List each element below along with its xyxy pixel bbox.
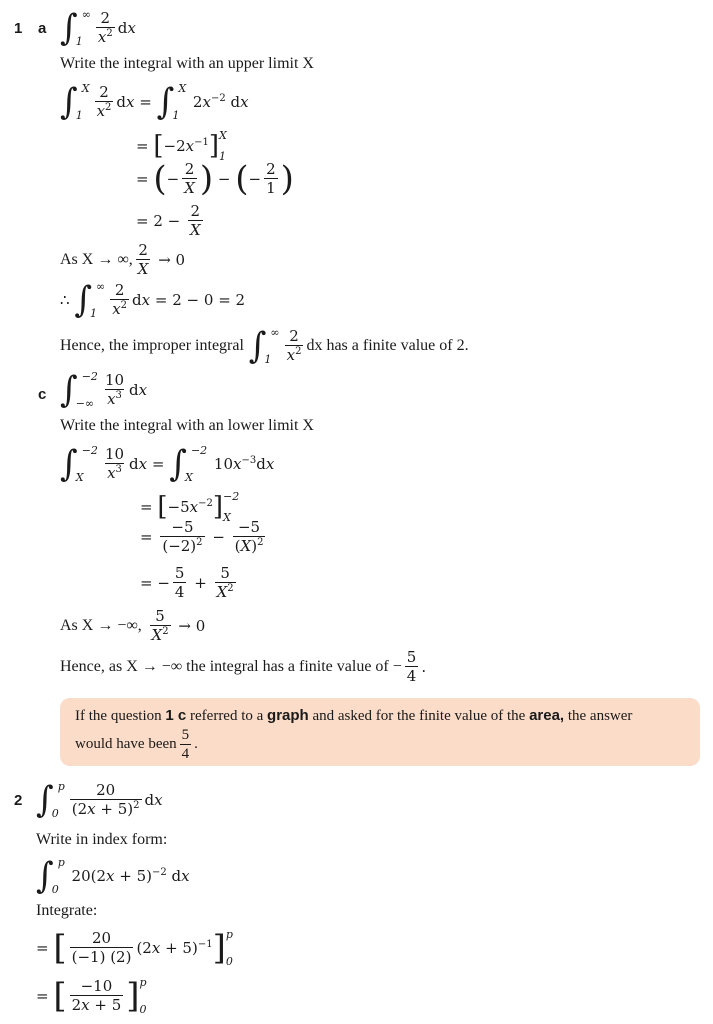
integral-1a-heading: ∫ ∞ 1 $\frac{2}{x^2}$ dx: [60, 7, 136, 50]
note-callout: [60, 698, 700, 766]
working-2-integrate-line2: = [ $\frac{-10}{2x + 5}$ ] p 0: [36, 976, 147, 1016]
working-1a-line4: = 2 − $\frac{2}{X}$: [136, 202, 201, 239]
instruction-upper-limit: Write the integral with an upper limit X: [60, 55, 314, 72]
result-1a-value: = 2 − 0 = 2: [154, 291, 246, 309]
note-line-1: If the question 1 c referred to a graph and asked for the finite value of the area, the answer: [75, 707, 633, 724]
instruction-integrate: Integrate:: [36, 902, 98, 919]
integral-2-heading: ∫ p 0 $\frac{20}{(2x + 5)^2}$ dx: [36, 779, 163, 821]
limit-statement-1c: As X → −∞, $\frac{5}{X^2}$ → 0: [60, 607, 206, 644]
working-1c-line1: ∫ −2 X $\frac{10}{x^3}$ dx = ∫ −2 X $10x^{-3}dx$: [60, 443, 275, 485]
result-1a: ∴ ∫ ∞ 1 $\frac{2}{x^2}$ dx = 2 − 0 = 2: [60, 279, 246, 321]
note-line-2: would have been $\frac{5}{4}$ .: [75, 727, 198, 762]
working-1c-line2: = [ $-5x^{-2}$ ] −2 X: [140, 490, 240, 524]
working-1c-line3: = $\frac{-5}{(-2)^2}$ − $\frac{-5}{(X)^2}$: [140, 518, 264, 555]
working-1a-line1: ∫ X 1 $\frac{2}{x^2}$ dx = ∫ X 1 $2x^{-2}$ dx: [60, 81, 249, 123]
conclusion-1a: Hence, the improper integral ∫ ∞ 1 $\frac{2}{x^2}$ dx has a finite value of 2.: [60, 325, 469, 367]
instruction-lower-limit: Write the integral with an lower limit X: [60, 417, 314, 434]
working-2-index-form: ∫ p 0 $20(2x + 5)^{-2}$ dx: [36, 855, 190, 897]
part-label-a: a: [38, 20, 47, 37]
question-number-1: 1: [14, 20, 23, 37]
working-1a-line2: = [ $-2x^{-1}$ ] X 1: [136, 129, 227, 163]
limit-statement-1a: As X → ∞, $\frac{2}{X}$ → 0: [60, 241, 186, 278]
working-2-integrate-line1: = [ $\frac{20}{(-1) (2)}$ $(2x + 5)^{-1}$ ] p 0: [36, 928, 233, 968]
question-number-2: 2: [14, 792, 23, 809]
instruction-index-form: Write in index form:: [36, 831, 168, 848]
working-1c-line4: = − $\frac{5}{4}$ + $\frac{5}{X^2}$: [140, 564, 234, 601]
working-1a-line3: = ( − $\frac{2}{X}$ ) − ( − $\frac{2}{1}$ ): [136, 158, 294, 199]
integral-1c-heading: ∫ −2 −∞ $\frac{10}{x^3}$ dx: [60, 369, 148, 411]
conclusion-1c: Hence, as X → −∞ the integral has a finite value of − $\frac{5}{4}$ .: [60, 648, 427, 685]
part-label-c: c: [38, 386, 47, 403]
